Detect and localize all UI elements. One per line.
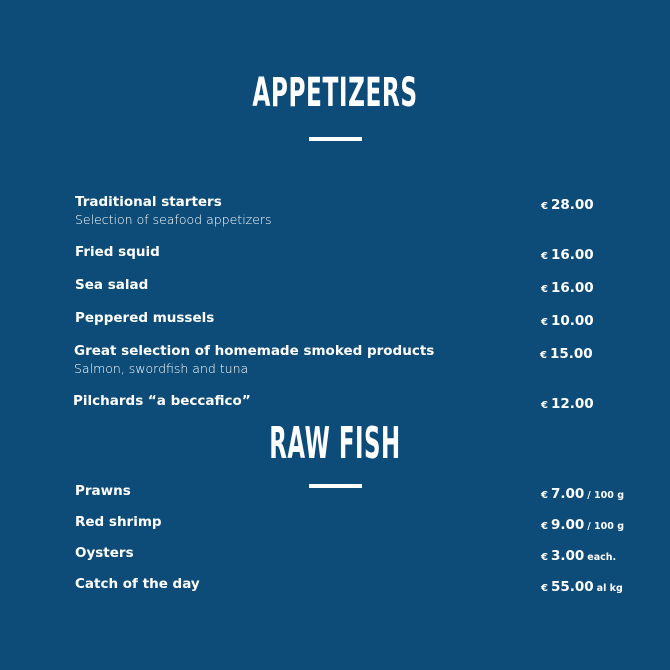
item-name: Catch of the day — [75, 576, 200, 592]
price-amount: 3.00 — [550, 548, 585, 564]
currency-symbol: € — [541, 521, 548, 532]
item-price — [541, 393, 594, 412]
menu-item — [0, 277, 670, 297]
item-price — [541, 514, 624, 533]
menu-item — [0, 514, 670, 534]
price-amount: 16.00 — [550, 247, 594, 263]
item-name: Oysters — [75, 545, 134, 561]
item-name: Sea salad — [75, 277, 149, 293]
menu-item — [0, 393, 670, 413]
item-name: Great selection of homemade smoked products — [74, 343, 435, 359]
price-amount: 9.00 — [550, 517, 585, 533]
currency-symbol: € — [541, 284, 548, 295]
currency-symbol: € — [541, 490, 548, 501]
item-description: Selection of seafood appetizers — [75, 212, 272, 227]
item-price — [541, 310, 594, 329]
menu-item — [0, 545, 670, 565]
menu-item — [0, 310, 670, 330]
price-amount: 16.00 — [550, 280, 594, 296]
menu-item — [0, 244, 670, 264]
menu-item — [0, 483, 670, 503]
price-amount: 15.00 — [549, 346, 593, 362]
section-title-raw-fish: RAW FISH — [269, 418, 401, 469]
section-title-appetizers: APPETIZERS — [252, 70, 418, 116]
item-name: Pilchards “a beccafico” — [73, 393, 251, 409]
title-underline — [309, 137, 362, 141]
currency-symbol: € — [540, 350, 547, 361]
item-name: Traditional starters — [75, 194, 222, 210]
price-amount: 28.00 — [550, 197, 594, 213]
price-amount: 10.00 — [550, 313, 594, 329]
currency-symbol: € — [541, 251, 548, 262]
price-unit: / 100 g — [587, 521, 624, 532]
price-unit: / 100 g — [587, 490, 624, 501]
item-price — [541, 194, 594, 213]
price-unit: each. — [587, 552, 617, 563]
price-amount: 12.00 — [550, 396, 594, 412]
price-unit: al kg — [596, 583, 623, 594]
item-name: Prawns — [75, 483, 131, 499]
menu-item — [0, 343, 670, 376]
currency-symbol: € — [541, 400, 548, 411]
item-price — [541, 244, 594, 263]
item-price — [541, 545, 616, 564]
item-price — [541, 576, 623, 595]
currency-symbol: € — [541, 583, 548, 594]
currency-symbol: € — [541, 201, 548, 212]
item-name: Peppered mussels — [75, 310, 215, 326]
item-price — [541, 483, 624, 502]
currency-symbol: € — [541, 317, 548, 328]
item-name: Red shrimp — [75, 514, 162, 530]
menu-item — [0, 576, 670, 596]
item-description: Salmon, swordfish and tuna — [74, 361, 249, 376]
price-amount: 7.00 — [550, 486, 585, 502]
item-price — [540, 343, 593, 362]
menu-item — [0, 194, 670, 227]
currency-symbol: € — [541, 552, 548, 563]
item-name: Fried squid — [75, 244, 160, 260]
price-amount: 55.00 — [550, 579, 594, 595]
item-price — [541, 277, 594, 296]
